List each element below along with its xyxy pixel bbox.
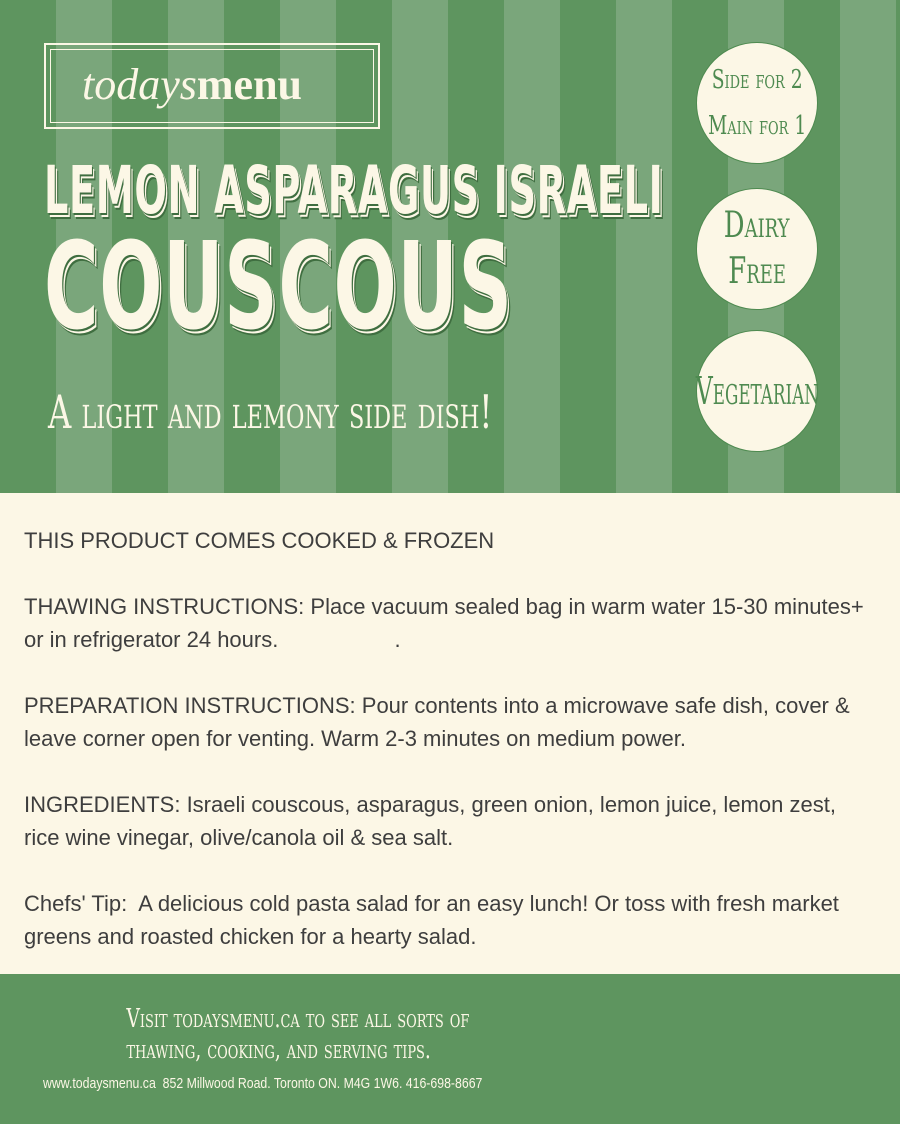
serving-side: Side for 2 — [711, 65, 803, 95]
thawing-instructions: THAWING INSTRUCTIONS: Place vacuum sealed bag in warm water 15-30 minutes+ or in refrigerator 24 hours. . — [24, 594, 870, 652]
product-title-line2: COUSCOUS — [44, 218, 513, 357]
dairy-free-line2: Free — [728, 251, 786, 292]
vegetarian-label: Vegetarian — [695, 369, 819, 413]
preparation-instructions: PREPARATION INSTRUCTIONS: Pour contents into a microwave safe dish, cover & leave corner open for venting. Warm 2-3 minutes on medium power. — [24, 693, 850, 751]
ingredients-list: INGREDIENTS: Israeli couscous, asparagus, green onion, lemon juice, lemon zest, rice wine vinegar, olive/canola oil & sea salt. — [24, 792, 836, 850]
serving-main: Main for 1 — [707, 111, 807, 141]
footer-visit-line1: Visit todaysmenu.ca to see all sorts of — [126, 1004, 470, 1034]
footer — [0, 974, 900, 1124]
chefs-tip: Chefs' Tip: A delicious cold pasta salad for an easy lunch! Or toss with fresh market greens and roasted chicken for a hearty salad. — [24, 891, 846, 949]
serving-badge — [696, 42, 818, 164]
footer-visit-line2: thawing, cooking, and serving tips. — [126, 1035, 431, 1065]
vegetarian-badge — [696, 330, 818, 452]
footer-contact: www.todaysmenu.ca 852 Millwood Road. Toronto ON. M4G 1W6. 416-698-8667 — [43, 1075, 483, 1092]
cooked-frozen-notice: THIS PRODUCT COMES COOKED & FROZEN — [24, 528, 495, 553]
dairy-free-badge — [696, 188, 818, 310]
logo-light: todays — [82, 60, 197, 109]
product-title-line1: LEMON ASPARAGUS ISRAELI — [44, 152, 664, 229]
footer-visit-text — [76, 1004, 470, 1066]
dairy-free-line1: Dairy — [724, 205, 790, 246]
logo-text — [82, 61, 302, 109]
header-banner — [0, 0, 900, 493]
logo-bold: menu — [196, 60, 303, 109]
logo — [44, 43, 380, 129]
instructions-section — [24, 524, 874, 986]
tagline: A light and lemony side dish! — [48, 385, 493, 439]
